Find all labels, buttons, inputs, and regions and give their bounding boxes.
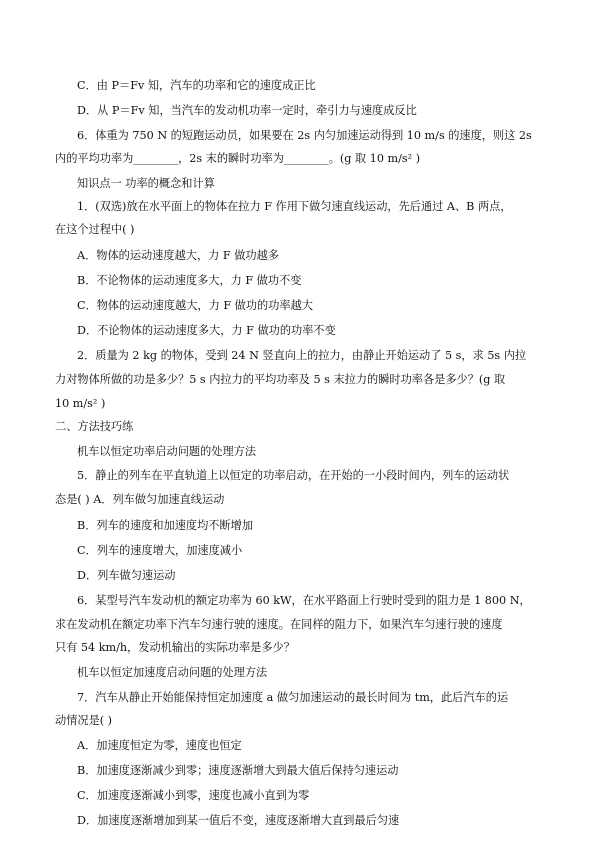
- section-heading-knowledge-1: 知识点一 功率的概念和计算: [77, 177, 215, 190]
- q5-option-d: D．列车做匀速运动: [77, 569, 176, 582]
- question-7-line-2: 动情况是( ): [55, 714, 113, 727]
- q5-option-b: B．列车的速度和加速度均不断增加: [77, 519, 254, 532]
- question-1-line-1: 1．(双选)放在水平面上的物体在拉力 F 作用下做匀速直线运动，先后通过 A、B 两点，: [77, 200, 512, 213]
- q7-option-c: C．加速度逐渐减小到零，速度也减小直到为零: [77, 789, 310, 802]
- question-6b-line-3: 只有 54 km/h，发动机输出的实际功率是多少？: [55, 641, 295, 654]
- option-c-text: C．由 P＝Fv 知，汽车的功率和它的速度成正比: [77, 79, 316, 92]
- option-d-text: D．从 P＝Fv 知，当汽车的发动机功率一定时，牵引力与速度成反比: [77, 104, 417, 117]
- q1-option-c: C．物体的运动速度越大，力 F 做功的功率越大: [77, 299, 313, 312]
- question-6b-line-1: 6．某型号汽车发动机的额定功率为 60 kW，在水平路面上行驶时受到的阻力是 1 800 N，: [77, 594, 531, 607]
- question-2-line-1: 2．质量为 2 kg 的物体，受到 24 N 竖直向上的拉力，由静止开始运动了 5 s，求 5s 内拉: [77, 349, 527, 362]
- question-7-line-1: 7．汽车从静止开始能保持恒定加速度 a 做匀加速运动的最长时间为 tm，此后汽车的运: [77, 691, 509, 704]
- question-1-line-2: 在这个过程中( ): [55, 223, 135, 236]
- subheading-constant-accel: 机车以恒定加速度启动问题的处理方法: [77, 666, 268, 679]
- question-6b-line-2: 求在发动机在额定功率下汽车匀速行驶的速度。在同样的阻力下，如果汽车匀速行驶的速度: [55, 618, 503, 631]
- q1-option-b: B．不论物体的运动速度多大，力 F 做功不变: [77, 274, 302, 287]
- q1-option-d: D．不论物体的运动速度多大，力 F 做功的功率不变: [77, 324, 336, 337]
- q1-option-a: A．物体的运动速度越大，力 F 做功越多: [77, 249, 279, 262]
- question-6-line-2: 内的平均功率为________，2s 末的瞬时功率为________。(g 取 10 m/s² ): [55, 152, 421, 165]
- question-5-line-1: 5．静止的列车在平直轨道上以恒定的功率启动，在开始的一小段时间内，列车的运动状: [77, 469, 510, 482]
- question-6-line-1: 6．体重为 750 N 的短跑运动员，如果要在 2s 内匀加速运动得到 10 m/s 的速度，则这 2s: [77, 129, 532, 142]
- section-heading-methods: 二、方法技巧练: [55, 420, 134, 433]
- subheading-constant-power: 机车以恒定功率启动问题的处理方法: [77, 445, 257, 458]
- question-2-line-3: 10 m/s² ): [55, 397, 106, 410]
- q7-option-b: B．加速度逐渐减少到零；速度逐渐增大到最大值后保持匀速运动: [77, 764, 399, 777]
- question-5-line-2: 态是( ) A．列车做匀加速直线运动: [55, 493, 225, 506]
- q5-option-c: C．列车的速度增大，加速度减小: [77, 544, 243, 557]
- q7-option-d: D．加速度逐渐增加到某一值后不变，速度逐渐增大直到最后匀速: [77, 814, 400, 827]
- question-2-line-2: 力对物体所做的功是多少？5 s 内拉力的平均功率及 5 s 末拉力的瞬时功率各是多少？(g 取: [55, 373, 506, 386]
- q7-option-a: A．加速度恒定为零，速度也恒定: [77, 739, 242, 752]
